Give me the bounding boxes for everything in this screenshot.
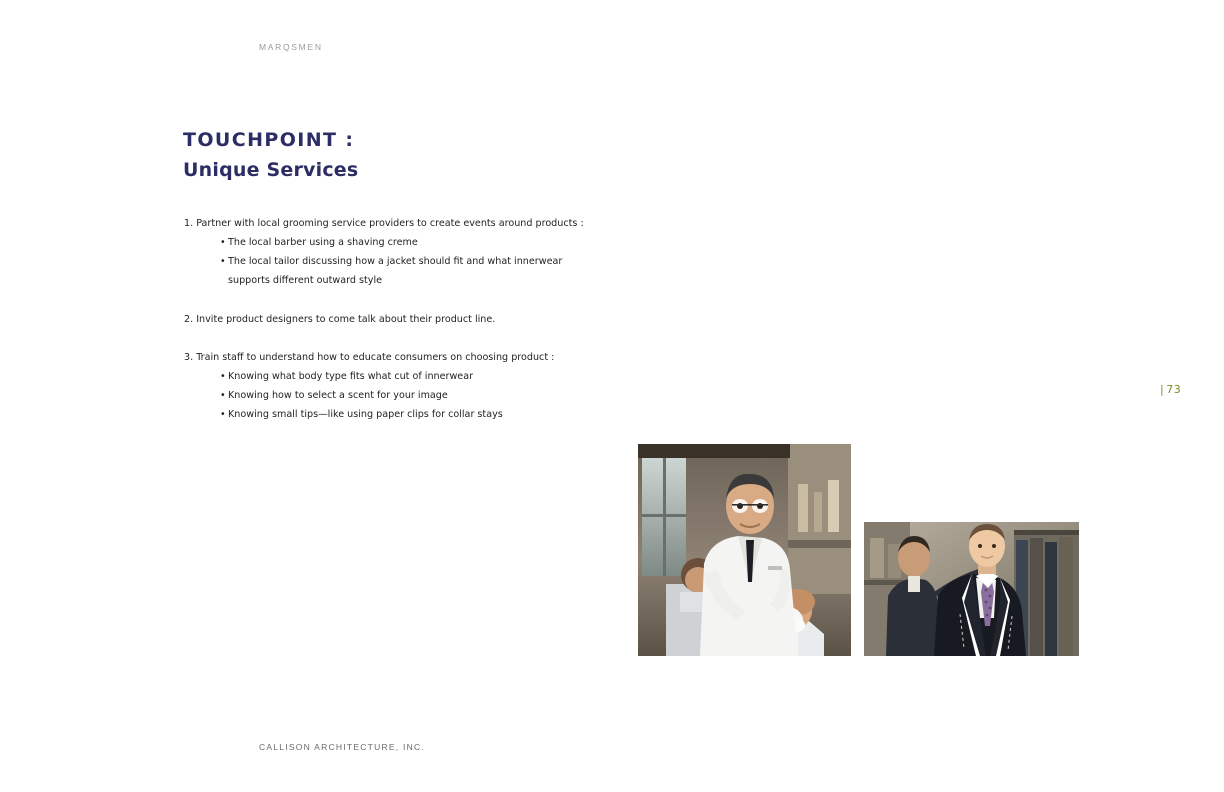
footer-credit: CALLISON ARCHITECTURE, INC. bbox=[259, 742, 425, 752]
list-item-text: Knowing what body type fits what cut of innerwear bbox=[228, 371, 474, 382]
bullet-icon: • bbox=[220, 409, 226, 420]
list-item-3-sublist bbox=[184, 367, 784, 424]
list-item-2: 2. Invite product designers to come talk about their product line. bbox=[184, 314, 496, 325]
bullet-icon: • bbox=[220, 371, 226, 382]
body-content bbox=[184, 214, 784, 424]
list-item-text: Knowing small tips—like using paper clips for collar stays bbox=[228, 409, 503, 420]
list-item-1: 1. Partner with local grooming service providers to create events around products : bbox=[184, 218, 584, 229]
page-number-value: 73 bbox=[1166, 383, 1182, 396]
list-item bbox=[221, 252, 784, 290]
list-item-text-continued: supports different outward style bbox=[228, 275, 383, 286]
brand-label: MARQSMEN bbox=[259, 42, 323, 52]
list-item-text: The local barber using a shaving creme bbox=[228, 237, 418, 248]
bullet-icon: • bbox=[220, 390, 226, 401]
list-item bbox=[221, 367, 784, 386]
page-title-line2: Unique Services bbox=[183, 159, 359, 181]
bullet-icon: • bbox=[220, 237, 226, 248]
list-item bbox=[221, 386, 784, 405]
list-item-text: Knowing how to select a scent for your image bbox=[228, 390, 448, 401]
list-item bbox=[221, 233, 784, 252]
list-item-3: 3. Train staff to understand how to educate consumers on choosing product : bbox=[184, 352, 555, 363]
tailor-measuring-suit-photo bbox=[864, 522, 1079, 656]
list-item bbox=[221, 405, 784, 424]
page-title-line1: TOUCHPOINT : bbox=[183, 129, 355, 151]
page-number-rule: | bbox=[1160, 383, 1165, 396]
barber-shaving-customer-photo bbox=[638, 444, 851, 656]
bullet-icon: • bbox=[220, 256, 226, 267]
list-item-1-sublist bbox=[184, 233, 784, 290]
page-title bbox=[183, 127, 703, 184]
page-number bbox=[1160, 383, 1181, 396]
list-item-text: The local tailor discussing how a jacket should fit and what innerwear bbox=[228, 256, 563, 267]
